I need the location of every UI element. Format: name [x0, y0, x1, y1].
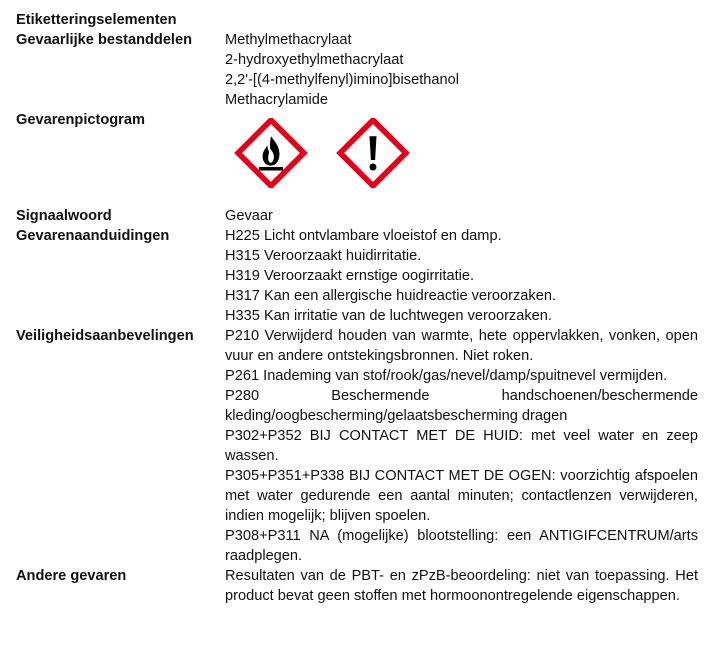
signal-word-value: Gevaar: [225, 208, 273, 224]
hazardous-components-label: Gevaarlijke bestanddelen: [16, 32, 193, 48]
component-item: 2,2'-[(4-methylfenyl)imino]bisethanol: [225, 72, 459, 88]
precautionary-statement: P280 Beschermende handschoenen/beschermende kleding/oogbescherming/gelaatsbescherming dragen: [225, 388, 698, 424]
precautionary-statements-row: [16, 326, 706, 566]
precautionary-statements-label: Veiligheidsaanbevelingen: [16, 328, 194, 344]
other-hazards-label: Andere gevaren: [16, 568, 127, 584]
hazard-statement: H335 Kan irritatie van de luchtwegen veroorzaken.: [225, 308, 552, 324]
hazardous-components-list: [225, 30, 698, 110]
component-item: Methacrylamide: [225, 92, 329, 108]
precautionary-statement: P261 Inademing van stof/rook/gas/nevel/damp/spuitnevel vermijden.: [225, 368, 668, 384]
precautionary-statements-list: [225, 326, 698, 566]
section-title: Etiketteringselementen: [16, 12, 177, 28]
precautionary-statement: P302+P352 BIJ CONTACT MET DE HUID: met veel water en zeep wassen.: [225, 428, 698, 464]
hazard-statement: H225 Licht ontvlambare vloeistof en damp.: [225, 228, 502, 244]
hazard-statement: H315 Veroorzaakt huidirritatie.: [225, 248, 422, 264]
other-hazards-row: [16, 566, 706, 606]
component-item: Methylmethacrylaat: [225, 32, 352, 48]
precautionary-statement: P210 Verwijderd houden van warmte, hete oppervlakken, vonken, open vuur en andere ontstekingsbronnen. Niet roken.: [225, 328, 698, 364]
hazard-statement: H319 Veroorzaakt ernstige oogirritatie.: [225, 268, 475, 284]
pictogram-label: Gevarenpictogram: [16, 112, 145, 128]
pictogram-group: [225, 110, 698, 206]
hazard-statement: H317 Kan een allergische huidreactie veroorzaken.: [225, 288, 556, 304]
ghs07-exclamation-icon: [327, 118, 419, 188]
precautionary-statement: P308+P311 NA (mogelijke) blootstelling: een ANTIGIFCENTRUM/arts raadplegen.: [225, 528, 698, 564]
signal-word-row: [16, 206, 706, 226]
hazardous-components-row: [16, 30, 706, 110]
component-item: 2-hydroxyethylmethacrylaat: [225, 52, 404, 68]
hazard-statements-row: [16, 226, 706, 326]
label-elements-section: [16, 10, 706, 606]
other-hazards-value: Resultaten van de PBT- en zPzB-beoordeling: niet van toepassing. Het product bevat geen stoffen met hormoonontregelende eigenschappen.: [225, 568, 698, 604]
pictogram-row: [16, 110, 706, 206]
hazard-statements-label: Gevarenaanduidingen: [16, 228, 170, 244]
hazard-statements-list: [225, 226, 698, 326]
precautionary-statement: P305+P351+P338 BIJ CONTACT MET DE OGEN: voorzichtig afspoelen met water gedurende een aantal minuten; contactlenzen verwijderen, indien mogelijk; blijven spoelen.: [225, 468, 698, 524]
ghs02-flame-icon: [225, 118, 317, 188]
signal-word-label: Signaalwoord: [16, 208, 112, 224]
